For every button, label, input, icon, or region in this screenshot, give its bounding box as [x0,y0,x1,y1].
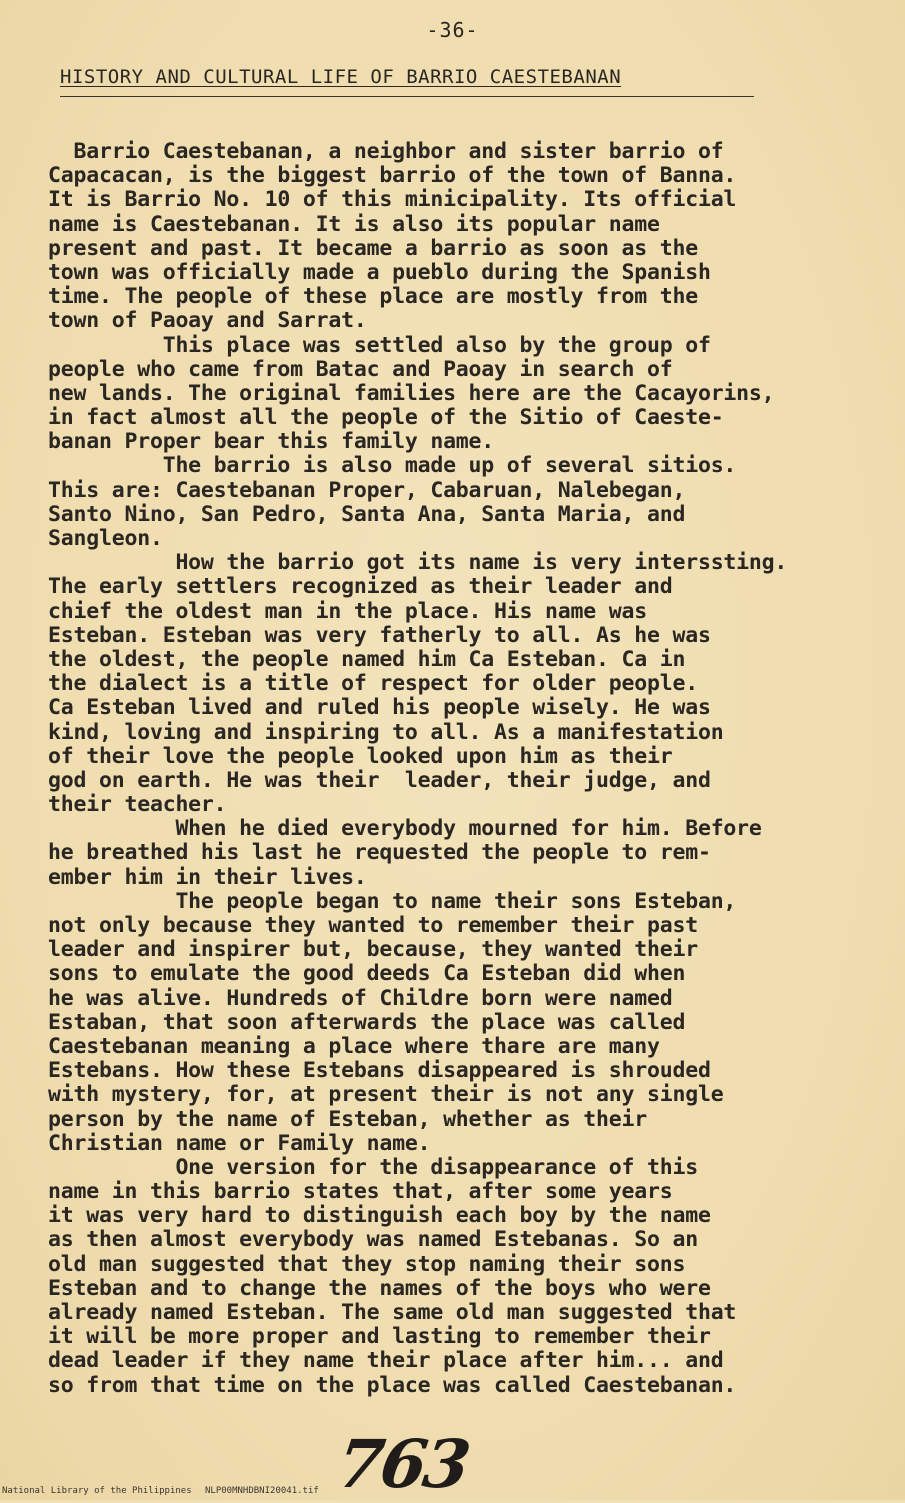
text-line: town of Paoay and Sarrat. [48,308,367,334]
handwritten-page-number: 763 [332,1425,473,1503]
page-number: -36- [426,18,479,42]
text-line: It is Barrio No. 10 of this minicipality. Its official [48,187,737,213]
page-title: HISTORY AND CULTURAL LIFE OF BARRIO CAESTEBANAN [60,66,622,88]
text-line: Christian name or Family name. [48,1130,431,1156]
text-line: Esteban. Esteban was very fatherly to all. As he was [48,622,711,648]
text-line: their teacher. [48,792,227,818]
text-line: Capacacan, is the biggest barrio of the town of Banna. [48,163,737,189]
text-line: time. The people of these place are mostly from the [48,284,698,310]
text-line: Santo Nino, San Pedro, Santa Ana, Santa Maria, and [48,501,686,527]
text-line: banan Proper bear this family name. [48,429,495,455]
text-line: it was very hard to distinguish each boy by the name [48,1203,711,1229]
text-line: name is Caestebanan. It is also its popular name [48,211,660,237]
text-line: This place was settled also by the group of [48,332,711,358]
text-line: town was officially made a pueblo during the Spanish [48,259,711,285]
text-line: One version for the disappearance of this [48,1154,698,1180]
text-line: chief the oldest man in the place. His name was [48,598,647,624]
text-line: people who came from Batac and Paoay in search of [48,356,673,382]
text-line: The barrio is also made up of several sitios. [48,453,737,479]
text-line: old man suggested that they stop naming their sons [48,1251,686,1277]
text-line: Sangleon. [48,526,163,551]
text-line: Esteban and to change the names of the boys who were [48,1275,711,1301]
text-line: When he died everybody mourned for him. Before [48,816,762,842]
text-line: he was alive. Hundreds of Childre born were named [48,985,673,1011]
text-line: Caestebanan meaning a place where thare are many [48,1033,660,1059]
text-line: leader and inspirer but, because, they wanted their [48,937,698,963]
text-line: he breathed his last he requested the people to rem- [48,840,711,866]
text-line: kind, loving and inspiring to all. As a manifestation [48,719,724,745]
text-line: How the barrio got its name is very interssting. [48,550,788,576]
text-line: person by the name of Esteban, whether as their [48,1106,647,1132]
footer-filename: NLP00MNHDBNI20041.tif [205,1486,319,1496]
text-line: in fact almost all the people of the Sitio of Caeste- [48,405,724,431]
text-line: This are: Caestebanan Proper, Cabaruan, Nalebegan, [48,477,686,503]
text-line: already named Esteban. The same old man suggested that [48,1300,737,1325]
heading-underline [60,96,754,97]
text-line: Ca Esteban lived and ruled his people wisely. He was [48,695,711,721]
text-line: name in this barrio states that, after some years [48,1179,673,1205]
text-line: the dialect is a title of respect for older people. [48,671,698,697]
text-line: sons to emulate the good deeds Ca Esteban did when [48,961,686,987]
text-line: as then almost everybody was named Estebanas. So an [48,1227,698,1253]
footer-source: National Library of the Philippines [2,1486,192,1496]
text-line: of their love the people looked upon him as their [48,743,673,769]
text-line: god on earth. He was their leader, their judge, and [48,767,711,793]
text-line: it will be more proper and lasting to remember their [48,1324,711,1350]
text-line: Estaban, that soon afterwards the place was called [48,1009,686,1035]
body-text [48,140,848,1398]
text-line: dead leader if they name their place after him... and [48,1348,724,1374]
text-line: the oldest, the people named him Ca Esteban. Ca in [48,646,686,672]
text-line: so from that time on the place was called Caestebanan. [48,1372,737,1398]
text-line: Estebans. How these Estebans disappeared is shrouded [48,1058,711,1084]
text-line: ember him in their lives. [48,864,367,890]
text-line: The early settlers recognized as their leader and [48,574,673,600]
text-line: new lands. The original families here are the Cacayorins, [48,380,775,406]
text-line: The people began to name their sons Esteban, [48,888,737,914]
text-line: not only because they wanted to remember their past [48,913,698,938]
text-line: Barrio Caestebanan, a neighbor and sister barrio of [48,139,724,164]
text-line: with mystery, for, at present their is not any single [48,1082,724,1108]
text-line: present and past. It became a barrio as soon as the [48,235,698,261]
